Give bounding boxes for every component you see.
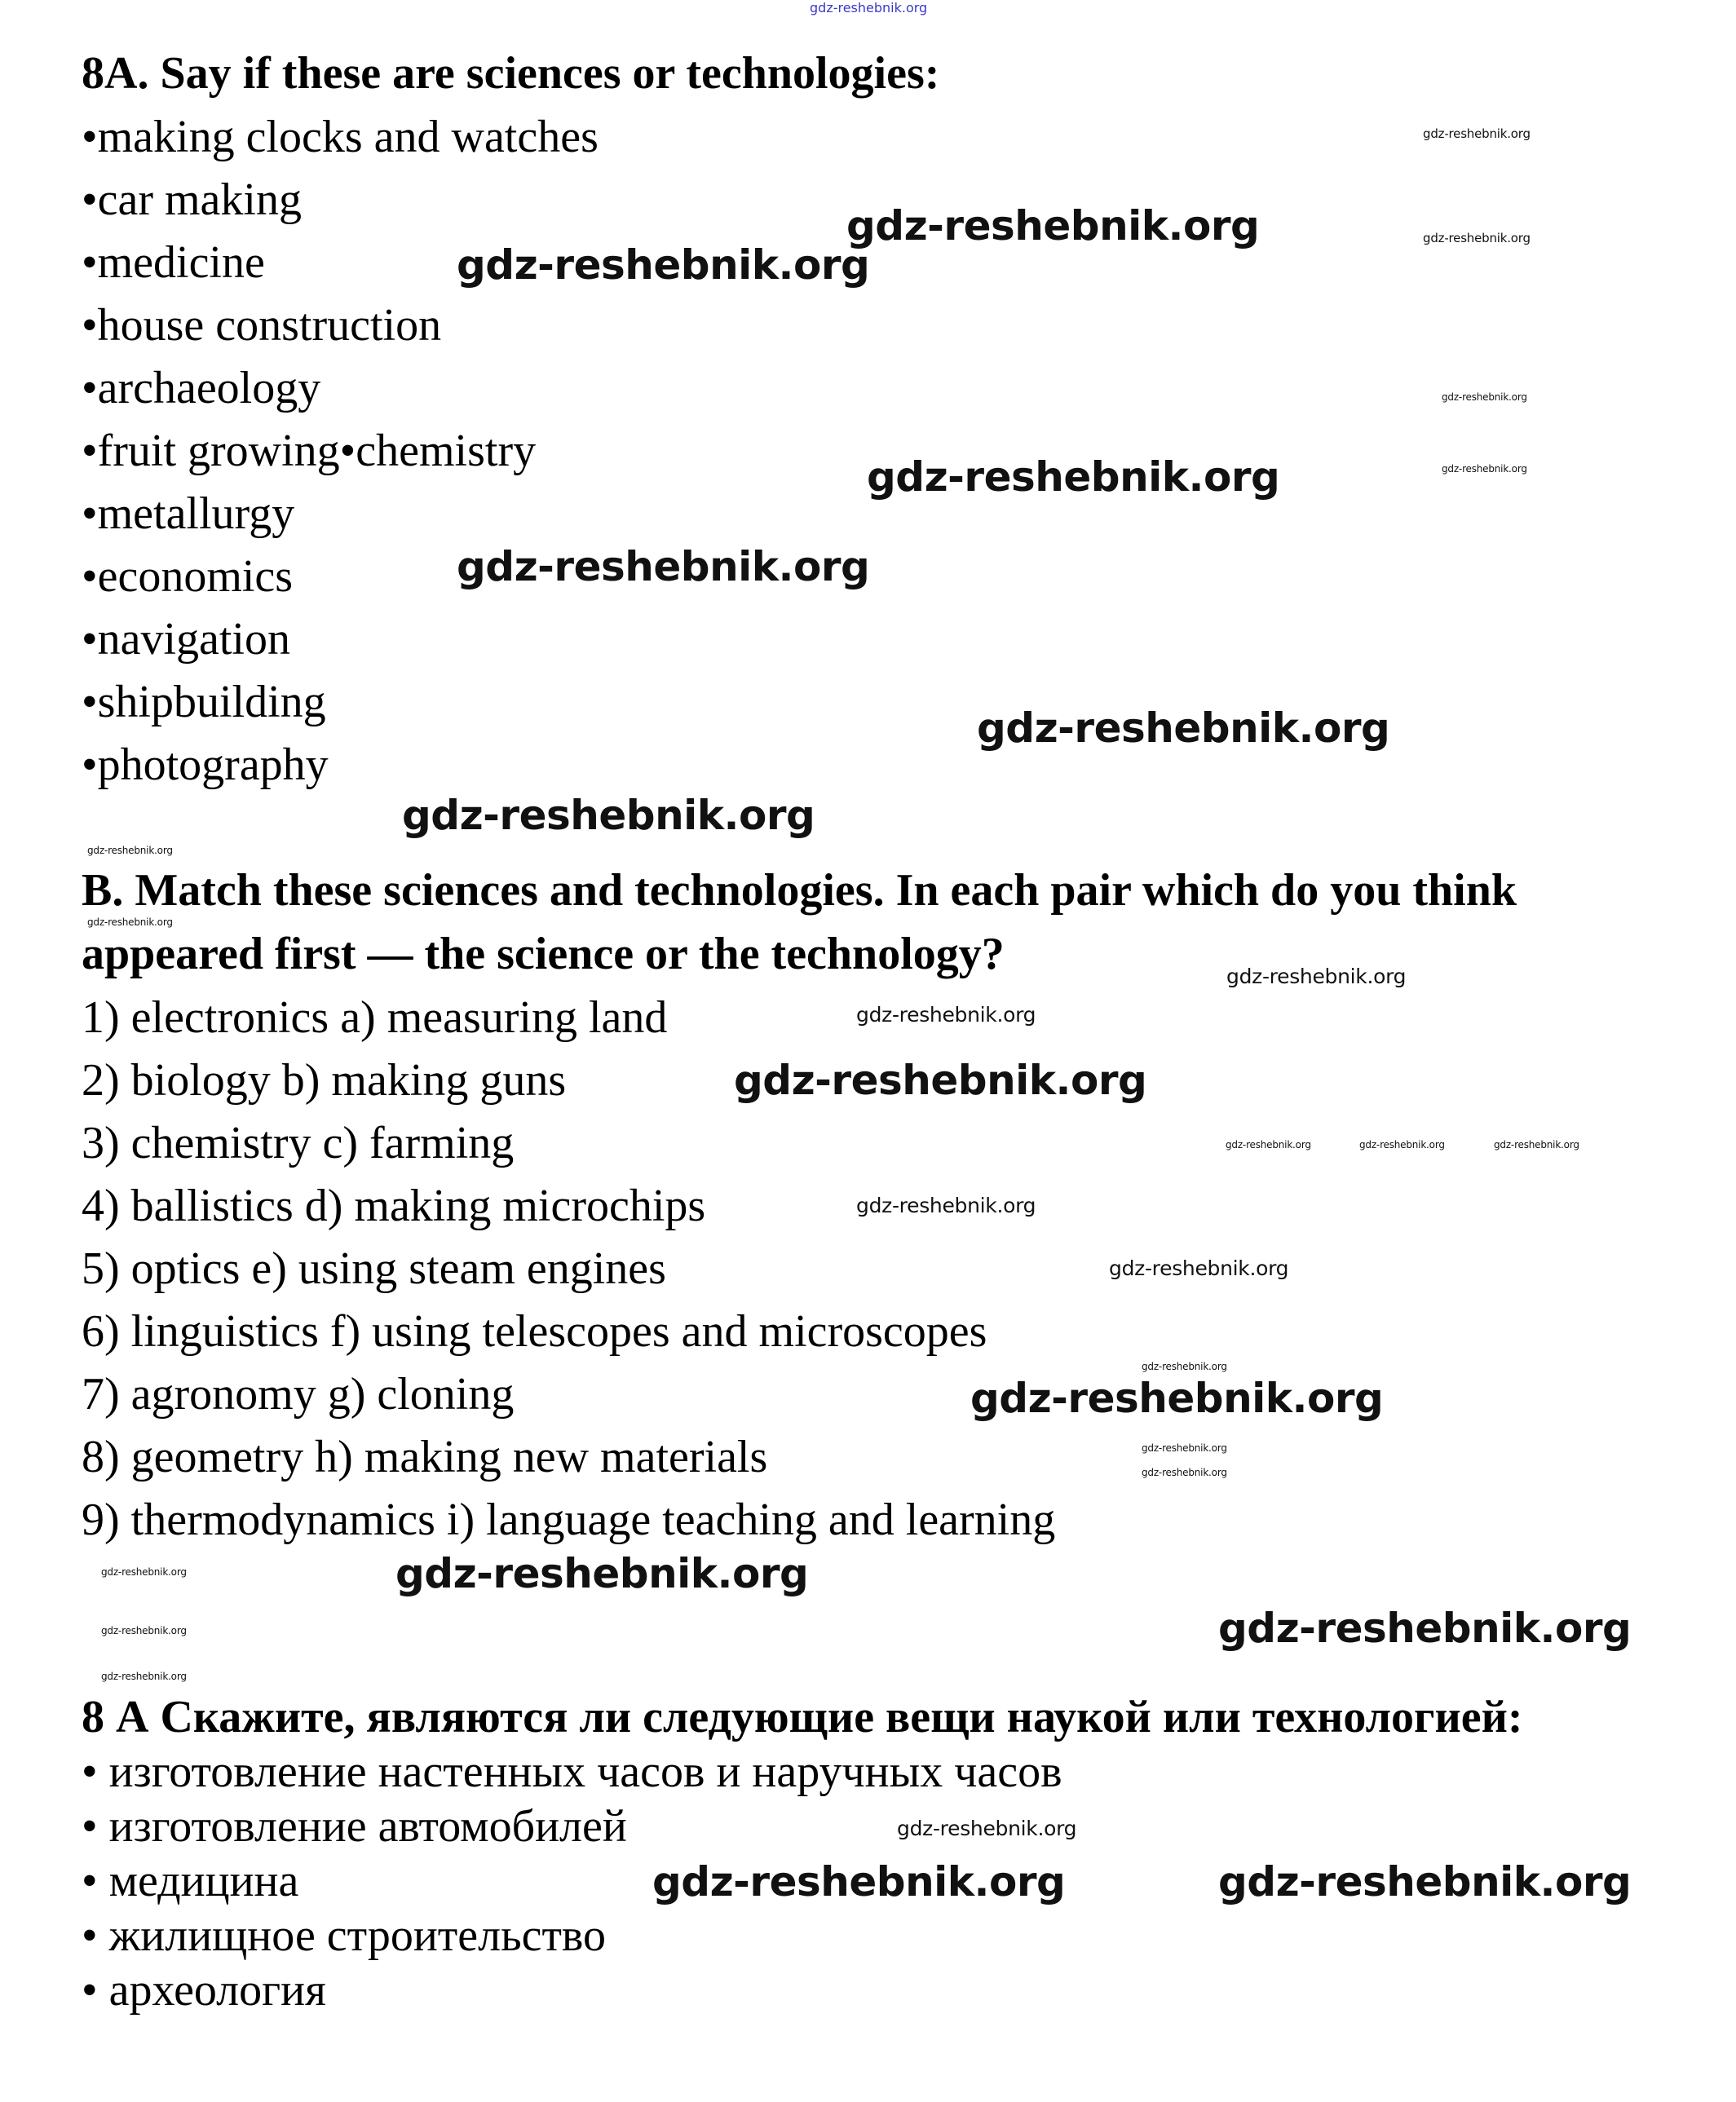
watermark: gdz-reshebnik.org: [87, 845, 173, 856]
section-ru-item: • изготовление автомобилей: [82, 1801, 627, 1852]
section-b-item: 5) optics e) using steam engines: [82, 1243, 666, 1294]
section-b-item: 1) electronics a) measuring land: [82, 992, 668, 1043]
section-a-item: •metallurgy: [82, 488, 295, 539]
watermark: gdz-reshebnik.org: [1226, 1139, 1311, 1150]
watermark: gdz-reshebnik.org: [1218, 1858, 1632, 1905]
watermark: gdz-reshebnik.org: [856, 1003, 1036, 1027]
section-ru-item: • изготовление настенных часов и наручных часов: [82, 1747, 1062, 1797]
watermark: gdz-reshebnik.org: [101, 1671, 187, 1682]
section-a-item: •medicine: [82, 237, 265, 288]
section-b-item: 8) geometry h) making new materials: [82, 1432, 768, 1482]
section-a-item: •making clocks and watches: [82, 112, 599, 162]
top-watermark: gdz-reshebnik.org: [810, 0, 928, 15]
watermark: gdz-reshebnik.org: [1442, 463, 1527, 475]
watermark: gdz-reshebnik.org: [101, 1625, 187, 1636]
watermark: gdz-reshebnik.org: [1442, 391, 1527, 403]
watermark: gdz-reshebnik.org: [1218, 1605, 1632, 1652]
watermark: gdz-reshebnik.org: [101, 1566, 187, 1578]
section-b-heading-line2: appeared first — the science or the technology?: [82, 929, 1005, 979]
section-a-item: •shipbuilding: [82, 677, 326, 727]
section-b-item: 2) biology b) making guns: [82, 1055, 567, 1106]
watermark: gdz-reshebnik.org: [1142, 1442, 1227, 1454]
watermark: gdz-reshebnik.org: [1109, 1256, 1289, 1280]
watermark: gdz-reshebnik.org: [1142, 1467, 1227, 1478]
section-ru-item: • археология: [82, 1965, 326, 2016]
section-a-item: •fruit growing•chemistry: [82, 426, 537, 476]
section-ru-item: • жилищное строительство: [82, 1910, 606, 1961]
section-a-item: •car making: [82, 174, 302, 225]
section-a-item: •archaeology: [82, 363, 321, 413]
section-b-item: 6) linguistics f) using telescopes and microscopes: [82, 1306, 987, 1357]
section-ru-item: • медицина: [82, 1856, 299, 1906]
watermark: gdz-reshebnik.org: [457, 241, 870, 289]
watermark: gdz-reshebnik.org: [1226, 965, 1407, 988]
watermark: gdz-reshebnik.org: [1359, 1139, 1445, 1150]
watermark: gdz-reshebnik.org: [1423, 231, 1531, 245]
section-a-item: •photography: [82, 740, 329, 790]
watermark: gdz-reshebnik.org: [734, 1057, 1147, 1104]
section-a-item: •economics: [82, 551, 294, 602]
watermark: gdz-reshebnik.org: [897, 1817, 1077, 1840]
watermark: gdz-reshebnik.org: [867, 453, 1280, 501]
watermark: gdz-reshebnik.org: [395, 1550, 809, 1597]
watermark: gdz-reshebnik.org: [1423, 126, 1531, 141]
watermark: gdz-reshebnik.org: [652, 1858, 1066, 1905]
watermark: gdz-reshebnik.org: [402, 792, 815, 839]
watermark: gdz-reshebnik.org: [846, 202, 1260, 250]
watermark: gdz-reshebnik.org: [87, 916, 173, 928]
section-ru-heading: 8 А Скажите, являются ли следующие вещи наукой или технологией:: [82, 1692, 1523, 1742]
section-b-item: 4) ballistics d) making microchips: [82, 1181, 706, 1231]
section-a-heading: 8A. Say if these are sciences or technologies:: [82, 48, 940, 99]
section-a-item: •house construction: [82, 300, 442, 351]
watermark: gdz-reshebnik.org: [1142, 1361, 1227, 1372]
watermark: gdz-reshebnik.org: [970, 1375, 1384, 1422]
watermark: gdz-reshebnik.org: [856, 1194, 1036, 1217]
watermark: gdz-reshebnik.org: [977, 704, 1390, 752]
section-a-item: •navigation: [82, 614, 290, 665]
watermark: gdz-reshebnik.org: [1494, 1139, 1579, 1150]
section-b-item: 3) chemistry c) farming: [82, 1118, 515, 1168]
section-b-item: 7) agronomy g) cloning: [82, 1369, 515, 1420]
section-b-heading-line1: B. Match these sciences and technologies. In each pair which do you think: [82, 865, 1517, 916]
watermark: gdz-reshebnik.org: [457, 543, 870, 590]
section-b-item: 9) thermodynamics i) language teaching and learning: [82, 1495, 1056, 1545]
